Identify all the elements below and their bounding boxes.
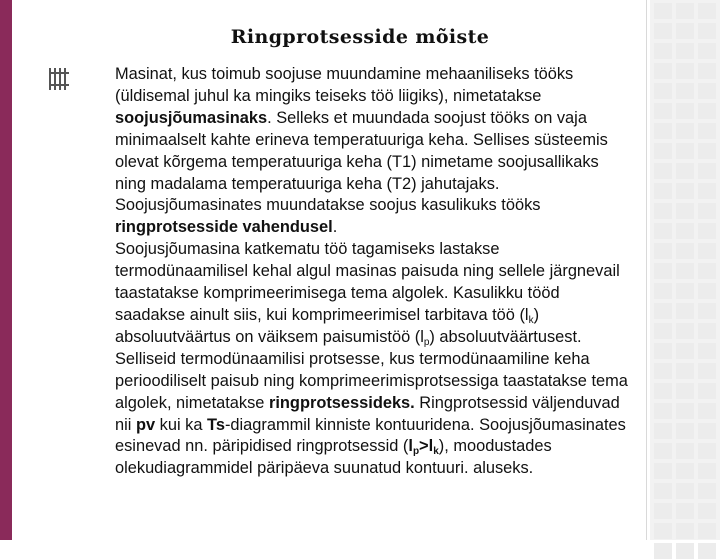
body-line bbox=[115, 458, 695, 480]
body-line bbox=[115, 195, 695, 217]
bold-term: pv bbox=[135, 415, 156, 434]
body-line bbox=[115, 415, 695, 437]
grid-cell bbox=[698, 243, 716, 259]
text-run: ) bbox=[533, 305, 540, 324]
body-line bbox=[115, 217, 695, 239]
body-line bbox=[115, 327, 695, 349]
text-run: nii bbox=[115, 415, 136, 434]
text-run: Ringprotsessid väljenduvad bbox=[414, 393, 620, 412]
bold-term: soojusjõumasinaks bbox=[115, 108, 268, 127]
grid-cell bbox=[698, 203, 716, 219]
text-run: absoluutväärtus on väiksem paisumistöö (l bbox=[115, 327, 424, 346]
bold-term: Ts bbox=[207, 415, 225, 434]
text-run: kui ka bbox=[155, 415, 208, 434]
body-line bbox=[115, 371, 695, 393]
text-run: saadakse ainult siis, kui komprimeerimisel tarbitava töö (l bbox=[115, 305, 529, 324]
text-run: Selliseid termodünaamilisi protsesse, kus termodünaamiline keha bbox=[115, 349, 590, 368]
grid-cell bbox=[698, 343, 716, 359]
grid-cell bbox=[654, 523, 672, 539]
grid-cell bbox=[698, 163, 716, 179]
body-line bbox=[115, 174, 695, 196]
accent-bar bbox=[0, 0, 12, 540]
grid-cell bbox=[698, 143, 716, 159]
grid-cell bbox=[698, 303, 716, 319]
text-run: taastatakse komprimeerimisega tema algolek. Kasulikku tööd bbox=[115, 284, 560, 303]
grid-bullet-icon bbox=[49, 68, 69, 90]
text-run: minimaalselt kahte erineva temperatuuriga keha. Sellises süsteemis bbox=[115, 130, 608, 149]
text-run: ), moodustades bbox=[438, 437, 552, 456]
text-run: . Selleks et muundada soojust tööks on vaja bbox=[267, 108, 587, 127]
body-line bbox=[115, 349, 695, 371]
grid-cell bbox=[698, 223, 716, 239]
text-run: Soojusjõumasina katkematu töö tagamiseks lastakse bbox=[115, 240, 500, 259]
grid-cell bbox=[698, 263, 716, 279]
grid-cell bbox=[698, 123, 716, 139]
slide-body-text bbox=[115, 64, 695, 480]
body-line bbox=[115, 393, 695, 415]
body-line bbox=[115, 283, 695, 305]
grid-cell bbox=[676, 3, 694, 19]
text-run: k bbox=[528, 314, 534, 326]
body-line bbox=[115, 261, 695, 283]
grid-cell bbox=[654, 3, 672, 19]
grid-cell bbox=[698, 363, 716, 379]
grid-cell bbox=[698, 443, 716, 459]
grid-cell bbox=[698, 3, 716, 19]
grid-cell bbox=[698, 183, 716, 199]
text-run: Soojusjõumasinates muundatakse soojus kasulikuks tööks bbox=[115, 196, 541, 215]
grid-cell bbox=[698, 83, 716, 99]
grid-cell bbox=[698, 503, 716, 519]
grid-cell bbox=[654, 503, 672, 519]
body-line bbox=[115, 86, 695, 108]
bold-term: ringprotsesside vahendusel bbox=[115, 218, 333, 237]
grid-cell bbox=[654, 483, 672, 499]
text-run: -diagrammil kinniste kontuuridena. Soojusjõumasinates bbox=[224, 415, 626, 434]
grid-cell bbox=[698, 543, 716, 559]
body-line bbox=[115, 305, 695, 327]
bold-term: ringprotsessideks. bbox=[268, 393, 415, 412]
text-run: ning madalama temperatuuriga keha (T2) jahutajaks. bbox=[115, 174, 500, 193]
text-run: (üldisemal juhul ka mingiks teiseks töö liigiks), nimetatakse bbox=[115, 86, 542, 105]
body-line bbox=[115, 130, 695, 152]
text-run: termodünaamilisel kehal algul masinas paisuda ning sellele järgnevail bbox=[115, 262, 620, 281]
grid-cell bbox=[698, 483, 716, 499]
text-run: olekudiagrammidel päripäeva suunatud kontuuri. aluseks. bbox=[115, 459, 534, 478]
text-run: esinevad nn. päripidised ringprotsessid ( bbox=[115, 437, 409, 456]
grid-cell bbox=[698, 283, 716, 299]
body-line bbox=[115, 239, 695, 261]
grid-cell bbox=[698, 103, 716, 119]
grid-cell bbox=[676, 543, 694, 559]
grid-cell bbox=[676, 523, 694, 539]
bold-term: k bbox=[433, 446, 439, 458]
text-run: algolek, nimetatakse bbox=[115, 393, 269, 412]
grid-cell bbox=[698, 463, 716, 479]
grid-cell bbox=[698, 63, 716, 79]
text-run: Masinat, kus toimub soojuse muundamine mehaaniliseks tööks bbox=[115, 65, 574, 83]
grid-cell bbox=[698, 323, 716, 339]
grid-cell bbox=[698, 383, 716, 399]
body-line bbox=[115, 436, 695, 458]
body-line bbox=[115, 152, 695, 174]
bold-term: p bbox=[412, 446, 420, 458]
grid-cell bbox=[698, 523, 716, 539]
bold-term: l bbox=[408, 437, 413, 456]
slide-title: Ringprotsesside mõiste bbox=[230, 26, 490, 48]
text-run: . bbox=[332, 218, 338, 237]
grid-cell bbox=[654, 543, 672, 559]
text-run: olevat kõrgema temperatuuriga keha (T1) nimetame soojusallikaks bbox=[115, 152, 599, 171]
grid-cell bbox=[676, 503, 694, 519]
text-run: p bbox=[423, 336, 430, 348]
grid-cell bbox=[698, 403, 716, 419]
grid-cell bbox=[698, 423, 716, 439]
grid-cell bbox=[676, 483, 694, 499]
text-run: perioodiliselt paisub ning komprimeerimisprotsessiga taastatakse tema bbox=[115, 371, 628, 390]
body-line bbox=[115, 64, 695, 86]
body-line bbox=[115, 108, 695, 130]
text-run: ) absoluutväärtusest. bbox=[429, 327, 582, 346]
bold-term: >l bbox=[419, 437, 434, 456]
